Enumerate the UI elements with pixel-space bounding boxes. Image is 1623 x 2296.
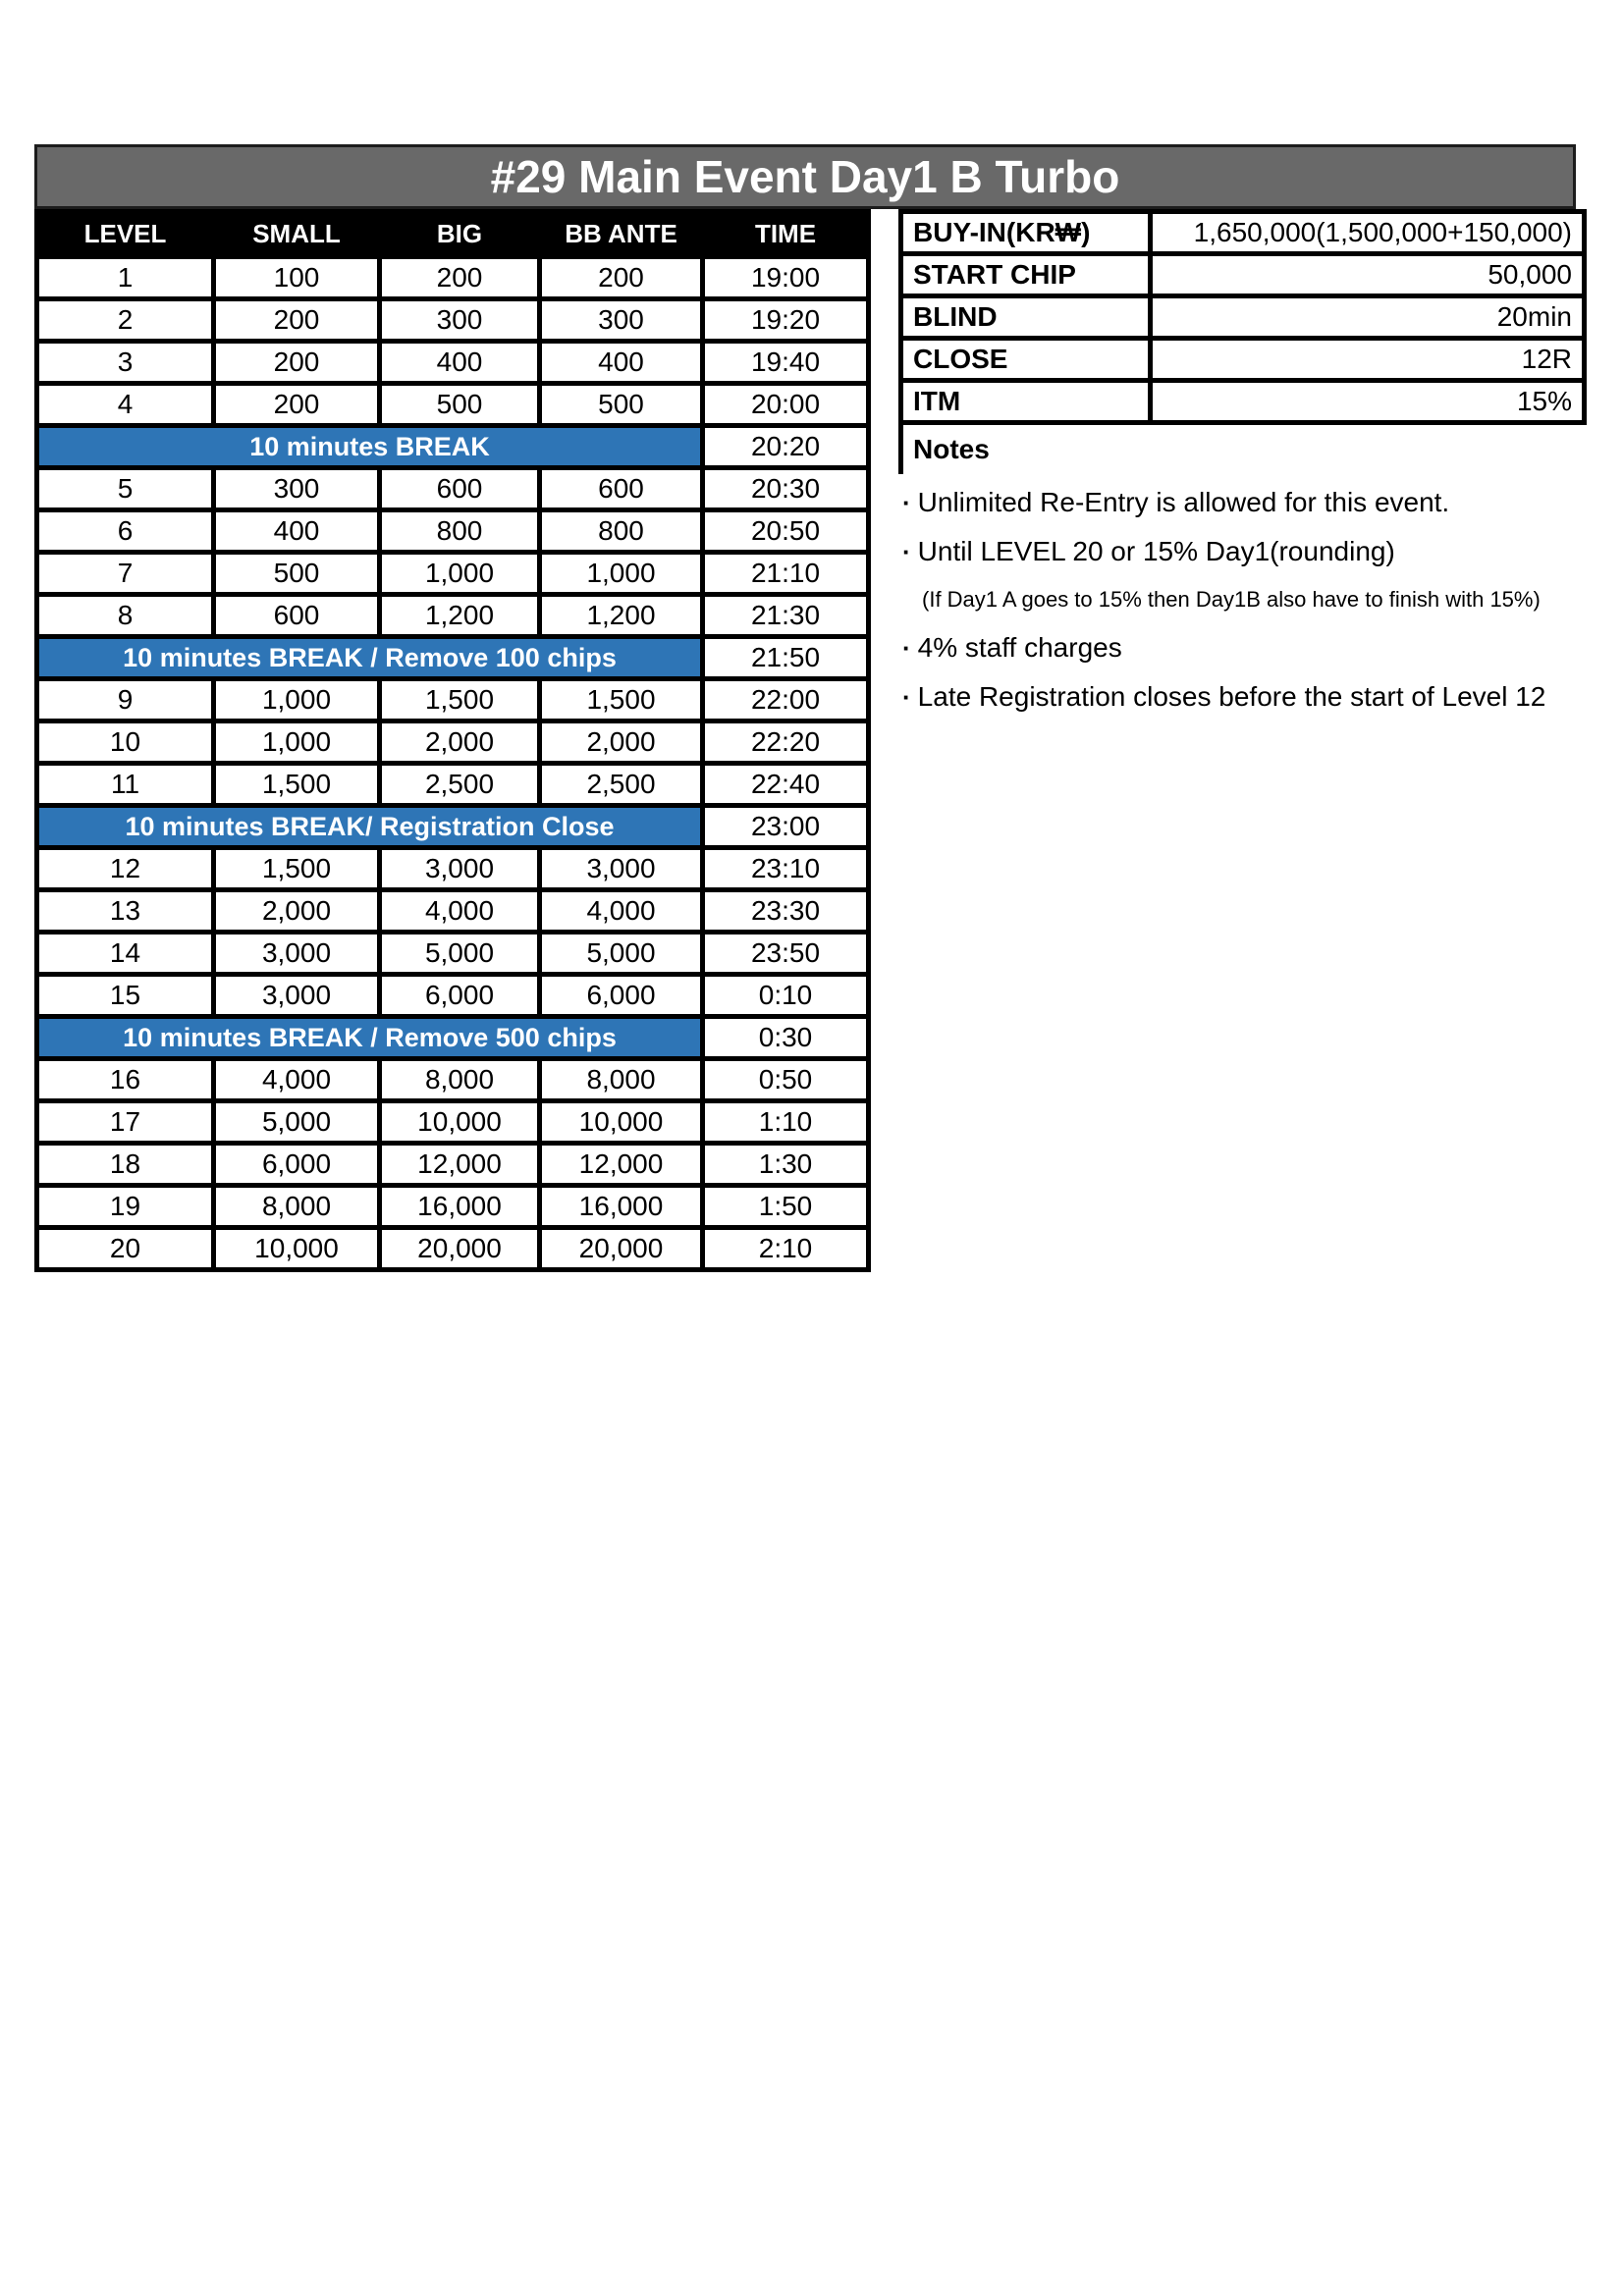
cell-level: 20 <box>37 1228 214 1270</box>
info-row <box>901 296 1585 339</box>
cell-bb-ante: 300 <box>540 299 703 342</box>
cell-bb-ante: 2,000 <box>540 721 703 764</box>
cell-big: 16,000 <box>380 1186 540 1228</box>
cell-small: 500 <box>214 553 380 595</box>
cell-big: 400 <box>380 342 540 384</box>
cell-time: 21:30 <box>703 595 869 637</box>
cell-bb-ante: 12,000 <box>540 1144 703 1186</box>
cell-small: 6,000 <box>214 1144 380 1186</box>
cell-small: 5,000 <box>214 1101 380 1144</box>
bullet-icon: · <box>902 632 911 663</box>
cell-small: 600 <box>214 595 380 637</box>
cell-small: 100 <box>214 257 380 299</box>
cell-time: 20:30 <box>703 468 869 510</box>
note-item <box>898 527 1582 576</box>
cell-time: 21:10 <box>703 553 869 595</box>
cell-level: 19 <box>37 1186 214 1228</box>
level-row <box>37 384 869 426</box>
cell-bb-ante: 6,000 <box>540 975 703 1017</box>
cell-time: 23:50 <box>703 933 869 975</box>
note-text: (If Day1 A goes to 15% then Day1B also have to finish with 15%) <box>922 587 1541 612</box>
info-row <box>901 381 1585 423</box>
cell-level: 2 <box>37 299 214 342</box>
note-item <box>898 576 1582 623</box>
cell-bb-ante: 2,500 <box>540 764 703 806</box>
note-text: 4% staff charges <box>917 632 1122 663</box>
cell-level: 3 <box>37 342 214 384</box>
cell-big: 500 <box>380 384 540 426</box>
cell-big: 6,000 <box>380 975 540 1017</box>
level-row <box>37 510 869 553</box>
cell-small: 300 <box>214 468 380 510</box>
cell-level: 16 <box>37 1059 214 1101</box>
cell-big: 5,000 <box>380 933 540 975</box>
break-row <box>37 426 869 468</box>
cell-small: 3,000 <box>214 933 380 975</box>
info-label: ITM <box>901 381 1151 423</box>
cell-bb-ante: 1,500 <box>540 679 703 721</box>
cell-time: 22:40 <box>703 764 869 806</box>
page-title: #29 Main Event Day1 B Turbo <box>490 151 1120 202</box>
cell-level: 12 <box>37 848 214 890</box>
cell-bb-ante: 1,200 <box>540 595 703 637</box>
break-time-cell: 21:50 <box>703 637 869 679</box>
level-row <box>37 1101 869 1144</box>
cell-big: 600 <box>380 468 540 510</box>
cell-big: 8,000 <box>380 1059 540 1101</box>
note-text: Unlimited Re-Entry is allowed for this event. <box>917 487 1450 517</box>
cell-time: 20:50 <box>703 510 869 553</box>
cell-bb-ante: 200 <box>540 257 703 299</box>
break-row <box>37 1017 869 1059</box>
cell-level: 4 <box>37 384 214 426</box>
cell-time: 0:10 <box>703 975 869 1017</box>
cell-small: 1,000 <box>214 721 380 764</box>
level-row <box>37 342 869 384</box>
cell-time: 22:00 <box>703 679 869 721</box>
cell-level: 1 <box>37 257 214 299</box>
cell-bb-ante: 10,000 <box>540 1101 703 1144</box>
cell-small: 400 <box>214 510 380 553</box>
note-text: Late Registration closes before the start of Level 12 <box>917 681 1546 712</box>
level-row <box>37 679 869 721</box>
title-bar <box>34 144 1576 209</box>
break-row <box>37 637 869 679</box>
info-value: 1,650,000(1,500,000+150,000) <box>1151 212 1585 254</box>
info-value: 50,000 <box>1151 254 1585 296</box>
cell-small: 1,500 <box>214 764 380 806</box>
cell-level: 11 <box>37 764 214 806</box>
cell-time: 1:10 <box>703 1101 869 1144</box>
level-row <box>37 764 869 806</box>
cell-small: 3,000 <box>214 975 380 1017</box>
event-info-body <box>901 212 1585 423</box>
cell-level: 17 <box>37 1101 214 1144</box>
level-row <box>37 257 869 299</box>
header-level: LEVEL <box>37 212 214 257</box>
event-info-panel <box>898 209 1582 721</box>
break-label: 10 minutes BREAK/ Registration Close <box>37 806 703 848</box>
cell-small: 1,500 <box>214 848 380 890</box>
level-row <box>37 890 869 933</box>
note-item <box>898 672 1582 721</box>
header-time: TIME <box>703 212 869 257</box>
level-row <box>37 975 869 1017</box>
note-item <box>898 623 1582 672</box>
cell-level: 8 <box>37 595 214 637</box>
sheet-content <box>34 209 1576 1272</box>
break-label: 10 minutes BREAK / Remove 500 chips <box>37 1017 703 1059</box>
info-label: BLIND <box>901 296 1151 339</box>
event-info-table <box>898 209 1587 425</box>
level-row <box>37 848 869 890</box>
cell-small: 4,000 <box>214 1059 380 1101</box>
info-row <box>901 339 1585 381</box>
cell-time: 1:50 <box>703 1186 869 1228</box>
break-row <box>37 806 869 848</box>
level-row <box>37 595 869 637</box>
level-row <box>37 553 869 595</box>
cell-big: 1,000 <box>380 553 540 595</box>
level-row <box>37 1144 869 1186</box>
cell-small: 8,000 <box>214 1186 380 1228</box>
cell-small: 10,000 <box>214 1228 380 1270</box>
info-value: 20min <box>1151 296 1585 339</box>
note-item <box>898 478 1582 527</box>
cell-level: 7 <box>37 553 214 595</box>
cell-big: 1,200 <box>380 595 540 637</box>
break-label: 10 minutes BREAK <box>37 426 703 468</box>
cell-small: 200 <box>214 384 380 426</box>
notes-heading: Notes <box>898 425 1582 474</box>
cell-bb-ante: 16,000 <box>540 1186 703 1228</box>
cell-big: 800 <box>380 510 540 553</box>
info-row <box>901 254 1585 296</box>
cell-time: 22:20 <box>703 721 869 764</box>
cell-time: 20:00 <box>703 384 869 426</box>
cell-level: 10 <box>37 721 214 764</box>
header-bb-ante: BB ANTE <box>540 212 703 257</box>
note-text: Until LEVEL 20 or 15% Day1(rounding) <box>917 536 1395 566</box>
break-time-cell: 20:20 <box>703 426 869 468</box>
cell-bb-ante: 5,000 <box>540 933 703 975</box>
info-row <box>901 212 1585 254</box>
info-value: 15% <box>1151 381 1585 423</box>
cell-level: 13 <box>37 890 214 933</box>
cell-big: 1,500 <box>380 679 540 721</box>
level-row <box>37 1059 869 1101</box>
cell-big: 300 <box>380 299 540 342</box>
info-label: BUY-IN(KR₩) <box>901 212 1151 254</box>
level-row <box>37 933 869 975</box>
cell-bb-ante: 800 <box>540 510 703 553</box>
cell-bb-ante: 1,000 <box>540 553 703 595</box>
cell-big: 2,000 <box>380 721 540 764</box>
cell-small: 200 <box>214 299 380 342</box>
level-row <box>37 299 869 342</box>
break-time-cell: 0:30 <box>703 1017 869 1059</box>
info-label: CLOSE <box>901 339 1151 381</box>
cell-level: 9 <box>37 679 214 721</box>
cell-big: 4,000 <box>380 890 540 933</box>
cell-level: 5 <box>37 468 214 510</box>
schedule-header-row <box>37 212 869 257</box>
cell-level: 6 <box>37 510 214 553</box>
cell-time: 19:00 <box>703 257 869 299</box>
cell-level: 18 <box>37 1144 214 1186</box>
cell-small: 1,000 <box>214 679 380 721</box>
blind-schedule-table <box>34 209 871 1272</box>
level-row <box>37 1186 869 1228</box>
cell-level: 15 <box>37 975 214 1017</box>
cell-time: 0:50 <box>703 1059 869 1101</box>
bullet-icon: · <box>902 536 911 566</box>
cell-time: 1:30 <box>703 1144 869 1186</box>
cell-time: 19:20 <box>703 299 869 342</box>
structure-sheet <box>34 144 1576 1272</box>
cell-time: 23:10 <box>703 848 869 890</box>
info-label: START CHIP <box>901 254 1151 296</box>
cell-bb-ante: 20,000 <box>540 1228 703 1270</box>
bullet-icon: · <box>902 487 911 517</box>
level-row <box>37 721 869 764</box>
bullet-icon: · <box>902 681 911 712</box>
cell-bb-ante: 400 <box>540 342 703 384</box>
cell-big: 12,000 <box>380 1144 540 1186</box>
cell-small: 200 <box>214 342 380 384</box>
info-value: 12R <box>1151 339 1585 381</box>
level-row <box>37 1228 869 1270</box>
cell-time: 23:30 <box>703 890 869 933</box>
cell-big: 10,000 <box>380 1101 540 1144</box>
cell-big: 20,000 <box>380 1228 540 1270</box>
break-label: 10 minutes BREAK / Remove 100 chips <box>37 637 703 679</box>
header-small: SMALL <box>214 212 380 257</box>
break-time-cell: 23:00 <box>703 806 869 848</box>
schedule-body <box>37 257 869 1270</box>
cell-time: 19:40 <box>703 342 869 384</box>
cell-bb-ante: 3,000 <box>540 848 703 890</box>
cell-bb-ante: 8,000 <box>540 1059 703 1101</box>
level-row <box>37 468 869 510</box>
cell-bb-ante: 500 <box>540 384 703 426</box>
notes-section <box>898 425 1582 721</box>
cell-big: 2,500 <box>380 764 540 806</box>
cell-big: 3,000 <box>380 848 540 890</box>
cell-bb-ante: 600 <box>540 468 703 510</box>
header-big: BIG <box>380 212 540 257</box>
cell-bb-ante: 4,000 <box>540 890 703 933</box>
cell-level: 14 <box>37 933 214 975</box>
cell-small: 2,000 <box>214 890 380 933</box>
cell-big: 200 <box>380 257 540 299</box>
notes-list <box>898 474 1582 721</box>
cell-time: 2:10 <box>703 1228 869 1270</box>
